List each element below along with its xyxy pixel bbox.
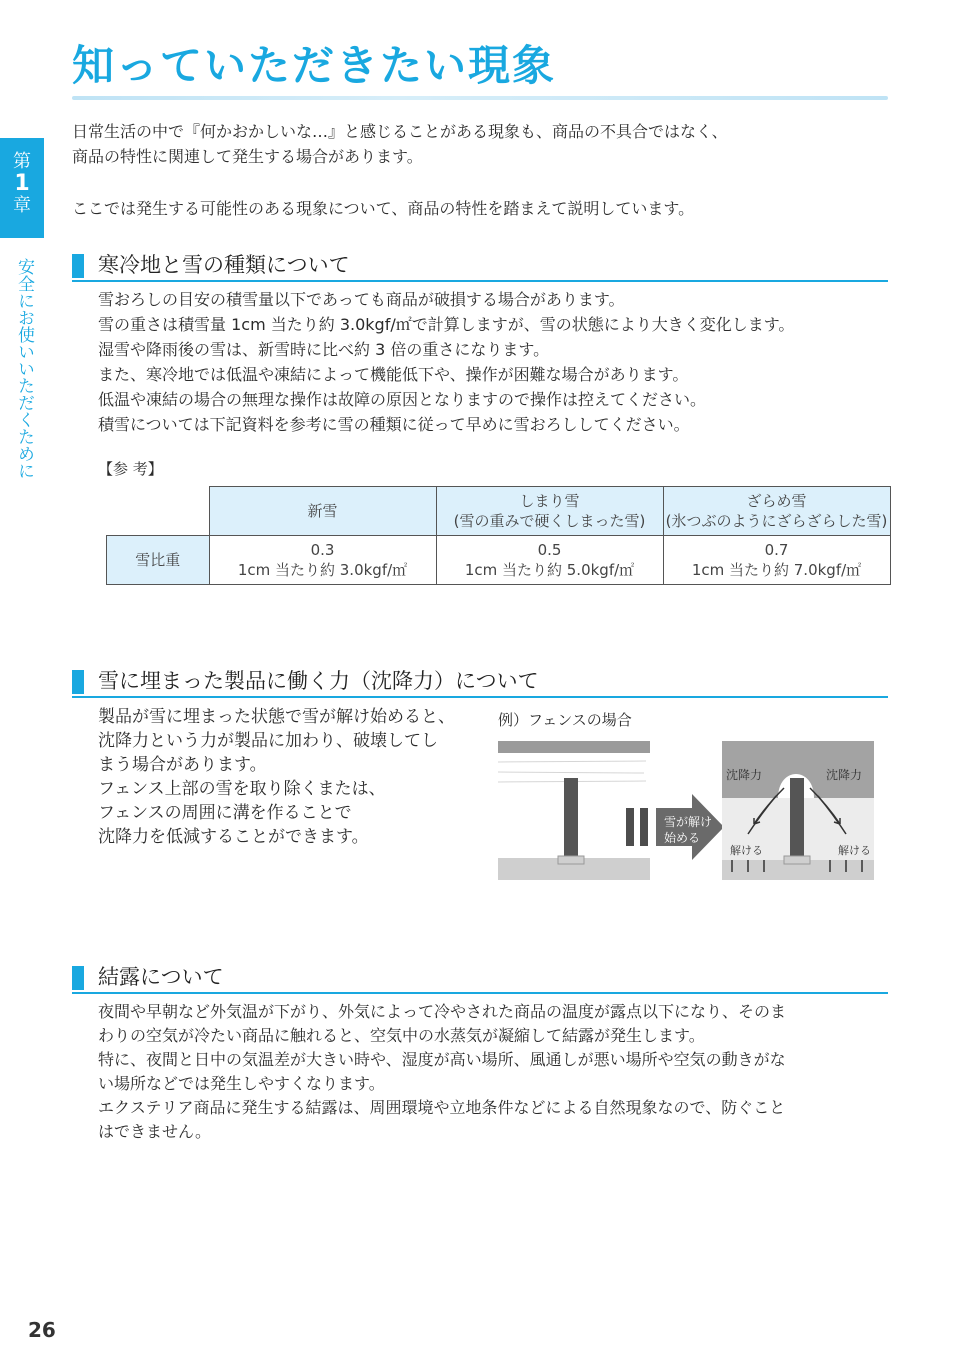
section-heading-text: 雪に埋まった製品に働く力（沈降力）について [98, 669, 539, 693]
header-shimari-note: (雪の重みで硬くしまった雪) [453, 512, 646, 530]
cell-value: 0.5 [537, 541, 562, 559]
fence-post-right [790, 778, 804, 858]
section-heading-condensation [72, 962, 888, 994]
body-line: 雪の重さは積雪量 1cm 当たり約 3.0kgf/㎡で計算しますが、雪の状態により大きく変化します。 [98, 315, 795, 334]
page-number: 26 [28, 1318, 56, 1342]
figure-caption: 例）フェンスの場合 [498, 711, 632, 729]
cell-note: 1cm 当たり約 5.0kgf/㎡ [464, 561, 635, 579]
chapter-tab-prefix: 第 [13, 151, 31, 172]
cell-value: 0.3 [310, 541, 335, 559]
table-header-cell [209, 487, 436, 536]
chapter-side-label: 安全にお使いいただくために [14, 258, 34, 479]
section3-body [98, 1000, 786, 1144]
table-cell [436, 536, 663, 585]
title-underline [72, 96, 888, 100]
body-line: 夜間や早朝など外気温が下がり、外気によって冷やされた商品の温度が露点以下になり、そのま [98, 1002, 787, 1021]
arrow-stripe [626, 808, 634, 846]
intro-line-2: 商品の特性に関連して発生する場合があります。 [72, 147, 423, 166]
body-line: フェンスの周囲に溝を作ることで [98, 803, 352, 823]
body-line: わりの空気が冷たい商品に触れると、空気中の水蒸気が凝縮して結露が発生します。 [98, 1026, 705, 1045]
header-shinsetsu: 新雪 [307, 502, 338, 520]
section-heading-cold-snow [72, 250, 888, 282]
body-line: まう場合があります。 [98, 755, 267, 775]
body-line: 製品が雪に埋まった状態で雪が解け始めると、 [98, 707, 455, 727]
intro-line-1: 日常生活の中で『何かおかしいな…』と感じることがある現象も、商品の不具合ではなく、 [72, 122, 728, 141]
section1-body [98, 287, 794, 437]
arrow-stripe [640, 808, 648, 846]
body-line: い場所などでは発生しやすくなります。 [98, 1074, 385, 1093]
snow-surface-top [498, 741, 650, 753]
chapter-tab-number: 1 [14, 171, 30, 196]
melt-label-right: 解ける [838, 844, 871, 857]
body-line: フェンス上部の雪を取り除くまたは、 [98, 779, 386, 799]
body-line: 積雪については下記資料を参考に雪の種類に従って早めに雪おろししてください。 [98, 415, 690, 434]
heading-marker [72, 254, 84, 278]
intro-line-3: ここでは発生する可能性のある現象について、商品の特性を踏まえて説明しています。 [72, 199, 695, 218]
table-cell [209, 536, 436, 585]
table-header-cell [436, 487, 663, 536]
body-line: エクステリア商品に発生する結露は、周囲環境や立地条件などによる自然現象なので、防ぐこと [98, 1098, 786, 1117]
section-heading-text: 結露について [98, 965, 224, 989]
force-label-left: 沈降力 [726, 768, 763, 782]
header-zarame-note: (氷つぶのようにざらざらした雪) [665, 512, 888, 530]
force-label-right: 沈降力 [826, 768, 863, 782]
table-corner-cell [107, 487, 210, 536]
table-header-cell [663, 487, 890, 536]
heading-marker [72, 966, 84, 990]
reference-label: 【参 考】 [98, 460, 163, 478]
chapter-tab [0, 138, 44, 238]
cell-note: 1cm 当たり約 3.0kgf/㎡ [237, 561, 408, 579]
body-line: 低温や凍結の場合の無理な操作は故障の原因となりますので操作は控えてください。 [98, 390, 707, 409]
table-cell [663, 536, 890, 585]
table-row-label: 雪比重 [107, 536, 210, 585]
cell-value: 0.7 [764, 541, 789, 559]
snow-density-table [106, 486, 891, 585]
arrow-label-1: 雪が解け [664, 815, 713, 829]
section-heading-text: 寒冷地と雪の種類について [98, 253, 350, 277]
melt-label-left: 解ける [730, 844, 763, 857]
cell-note: 1cm 当たり約 7.0kgf/㎡ [691, 561, 862, 579]
body-line: 特に、夜間と日中の気温差が大きい時や、湿度が高い場所、風通しが悪い場所や空気の動きがな [98, 1050, 786, 1069]
heading-marker [72, 670, 84, 694]
fence-base-right [784, 856, 810, 864]
header-shimari: しまり雪 [519, 492, 580, 510]
section-heading-settling-force [72, 666, 888, 698]
arrow-label-2: 始める [664, 831, 701, 845]
fence-post-left [564, 778, 578, 858]
section2-body [98, 705, 455, 849]
header-zarame: ざらめ雪 [746, 492, 807, 510]
body-line: はできません。 [98, 1122, 211, 1141]
body-line: また、寒冷地では低温や凍結によって機能低下や、操作が困難な場合があります。 [98, 365, 689, 384]
chapter-tab-suffix: 章 [13, 195, 31, 216]
fence-base-left [558, 856, 584, 864]
body-line: 雪おろしの目安の積雪量以下であっても商品が破損する場合があります。 [98, 290, 625, 309]
body-line: 湿雪や降雨後の雪は、新雪時に比べ約 3 倍の重さになります。 [98, 340, 550, 359]
fence-snow-diagram [496, 736, 880, 886]
body-line: 沈降力を低減することができます。 [98, 827, 369, 847]
page-title: 知っていただきたい現象 [72, 41, 557, 90]
body-line: 沈降力という力が製品に加わり、破壊してし [98, 731, 438, 751]
